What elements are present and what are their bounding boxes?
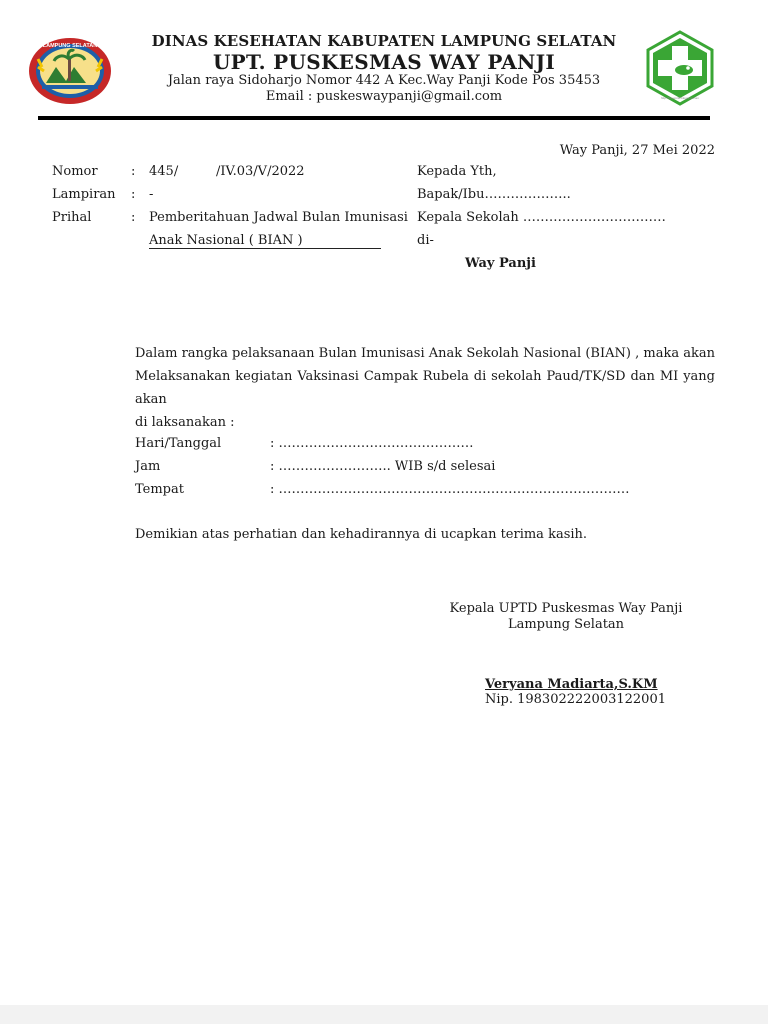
address: Jalan raya Sidoharjo Nomor 442 A Kec.Way Panji Kode Pos 35453 [167,73,601,88]
signature-title-2: Lampung Selatan [507,617,625,632]
date-place: Way Panji, 27 Mei 2022 [559,143,715,158]
page-bottom-margin [0,1005,768,1024]
recipient-line-2: Bapak/Ibu……………….. [417,187,571,202]
signatory-nip: Nip. 198302222003122001 [485,692,666,707]
recipient-line-4: di- [417,233,434,248]
recipient-place: Way Panji [465,256,536,271]
body-line-3: di laksanakan : [135,415,235,430]
email: Email : puskeswaypanji@gmail.com [265,89,503,104]
prihal-line-1: Pemberitahuan Jadwal Bulan Imunisasi [149,210,408,225]
lampiran-separator: : [131,187,136,202]
recipient-line-3: Kepala Sekolah …………………………… [417,210,666,225]
logo-right-caption: http://tinyworld.blogspot.com [660,96,700,100]
nomor-label: Nomor [52,164,98,179]
prihal-label: Prihal [52,210,92,225]
institution-name: UPT. PUSKESMAS WAY PANJI [212,50,556,74]
signatory-name: Veryana Madiarta,S.KM [485,677,658,692]
nomor-value-suffix: /IV.03/V/2022 [216,164,305,179]
prihal-separator: : [131,210,136,225]
detail-label-tempat: Tempat [135,482,184,497]
closing-sentence: Demikian atas perhatian dan kehadirannya di ucapkan terima kasih. [135,527,588,542]
prihal-line-2 [149,233,381,249]
logo-left-caption: LAMPUNG SELATAN [42,43,98,49]
body-paragraph [135,342,715,434]
lampiran-label: Lampiran [52,187,116,202]
detail-value-hari: : ……………………………………… [270,436,474,451]
letterhead-divider [38,116,710,120]
body-line-1: Dalam rangka pelaksanaan Bulan Imunisasi Anak Sekolah Nasional (BIAN) , maka akan [135,346,715,361]
signature-title-1: Kepala UPTD Puskesmas Way Panji [449,601,683,616]
detail-label-hari: Hari/Tanggal [135,436,222,451]
lampiran-value: - [149,187,154,202]
body-line-2: Melaksanakan kegiatan Vaksinasi Campak Rubela di sekolah Paud/TK/SD dan MI yang akan [135,369,715,407]
detail-value-tempat: : ……………………………………………………………………… [270,482,630,497]
detail-label-jam: Jam [135,459,161,474]
prihal-line-2-text: Anak Nasional ( BIAN ) [149,233,381,249]
agency-name: DINAS KESEHATAN KABUPATEN LAMPUNG SELATAN [151,32,617,50]
recipient-line-1: Kepada Yth, [417,164,497,179]
nomor-value-prefix: 445/ [149,164,179,179]
nomor-separator: : [131,164,136,179]
detail-value-jam: : …………………….. WIB s/d selesai [270,459,496,474]
